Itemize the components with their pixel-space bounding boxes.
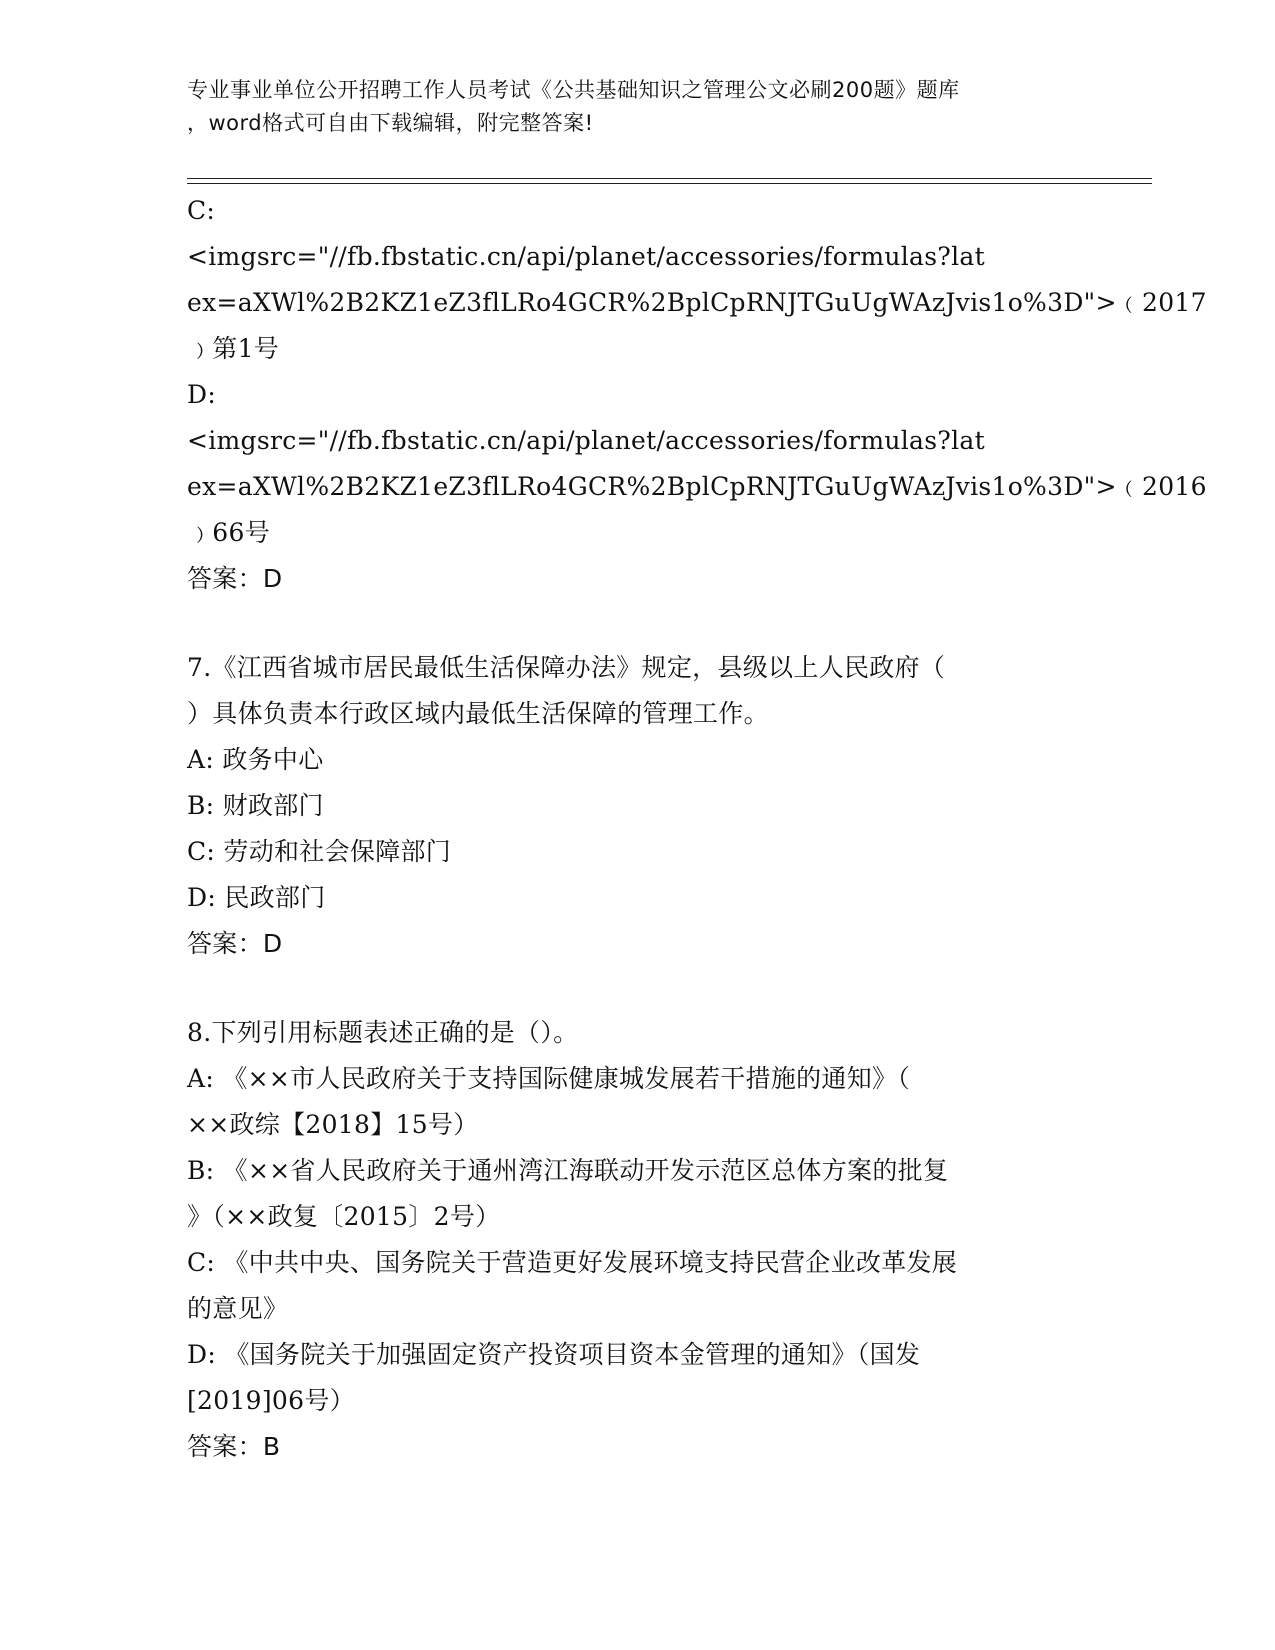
header-title-line-2: ，word格式可自由下载编辑，附完整答案! [187,111,594,135]
option-c: C: 《中共中央、国务院关于营造更好发展环境支持民营企业改革发展 [187,1248,958,1277]
option-c-line: <imgsrc="//fb.fbstatic.cn/api/planet/accessories/formulas?lat [187,242,985,271]
option-c-continued: 的意见》 [187,1294,289,1323]
header-title-line-1: 专业事业单位公开招聘工作人员考试《公共基础知识之管理公文必刷200题》题库 [187,78,960,102]
option-d-line: <imgsrc="//fb.fbstatic.cn/api/planet/accessories/formulas?lat [187,426,985,455]
option-d-line: ex=aXWl%2B2KZ1eZ3flLRo4GCR%2BplCpRNJTGuUgWAzJvis1o%3D">﹙2016 [187,472,1207,501]
answer: 答案：B [187,1432,281,1461]
option-d: D: 民政部门 [187,883,326,912]
header-divider-bottom [187,183,1152,184]
option-b: B: 《××省人民政府关于通州湾江海联动开发示范区总体方案的批复 [187,1156,949,1185]
question-7 [187,645,1087,967]
question-8 [187,1010,1087,1470]
answer: 答案：D [187,929,283,958]
question-stem: 7.《江西省城市居民最低生活保障办法》规定，县级以上人民政府（ [187,653,946,682]
option-a: A: 政务中心 [187,745,324,774]
question-content [187,188,1207,1470]
option-a-continued: ××政综【2018】15号） [187,1110,479,1139]
option-b-continued: 》（××政复〔2015〕2号） [187,1202,501,1231]
option-d: D: 《国务院关于加强固定资产投资项目资本金管理的通知》（国发 [187,1340,921,1369]
option-b: B: 财政部门 [187,791,324,820]
option-c-label: C: [187,196,216,225]
question-stem: ）具体负责本行政区域内最低生活保障的管理工作。 [187,699,769,728]
question-stem: 8.下列引用标题表述正确的是（）。 [187,1018,579,1047]
answer: 答案：D [187,564,283,593]
option-d-label: D: [187,380,217,409]
option-c-line: ﹚第1号 [187,334,280,363]
question-6-tail [187,188,1207,602]
option-a: A: 《××市人民政府关于支持国际健康城发展若干措施的通知》（ [187,1064,911,1093]
option-c: C: 劳动和社会保障部门 [187,837,452,866]
header-divider-top [187,178,1152,179]
option-d-line: ﹚66号 [187,518,271,547]
option-d-continued: [2019]06号） [187,1386,355,1415]
option-c-line: ex=aXWl%2B2KZ1eZ3flLRo4GCR%2BplCpRNJTGuUgWAzJvis1o%3D">﹙2017 [187,288,1207,317]
page-header [187,74,1087,140]
